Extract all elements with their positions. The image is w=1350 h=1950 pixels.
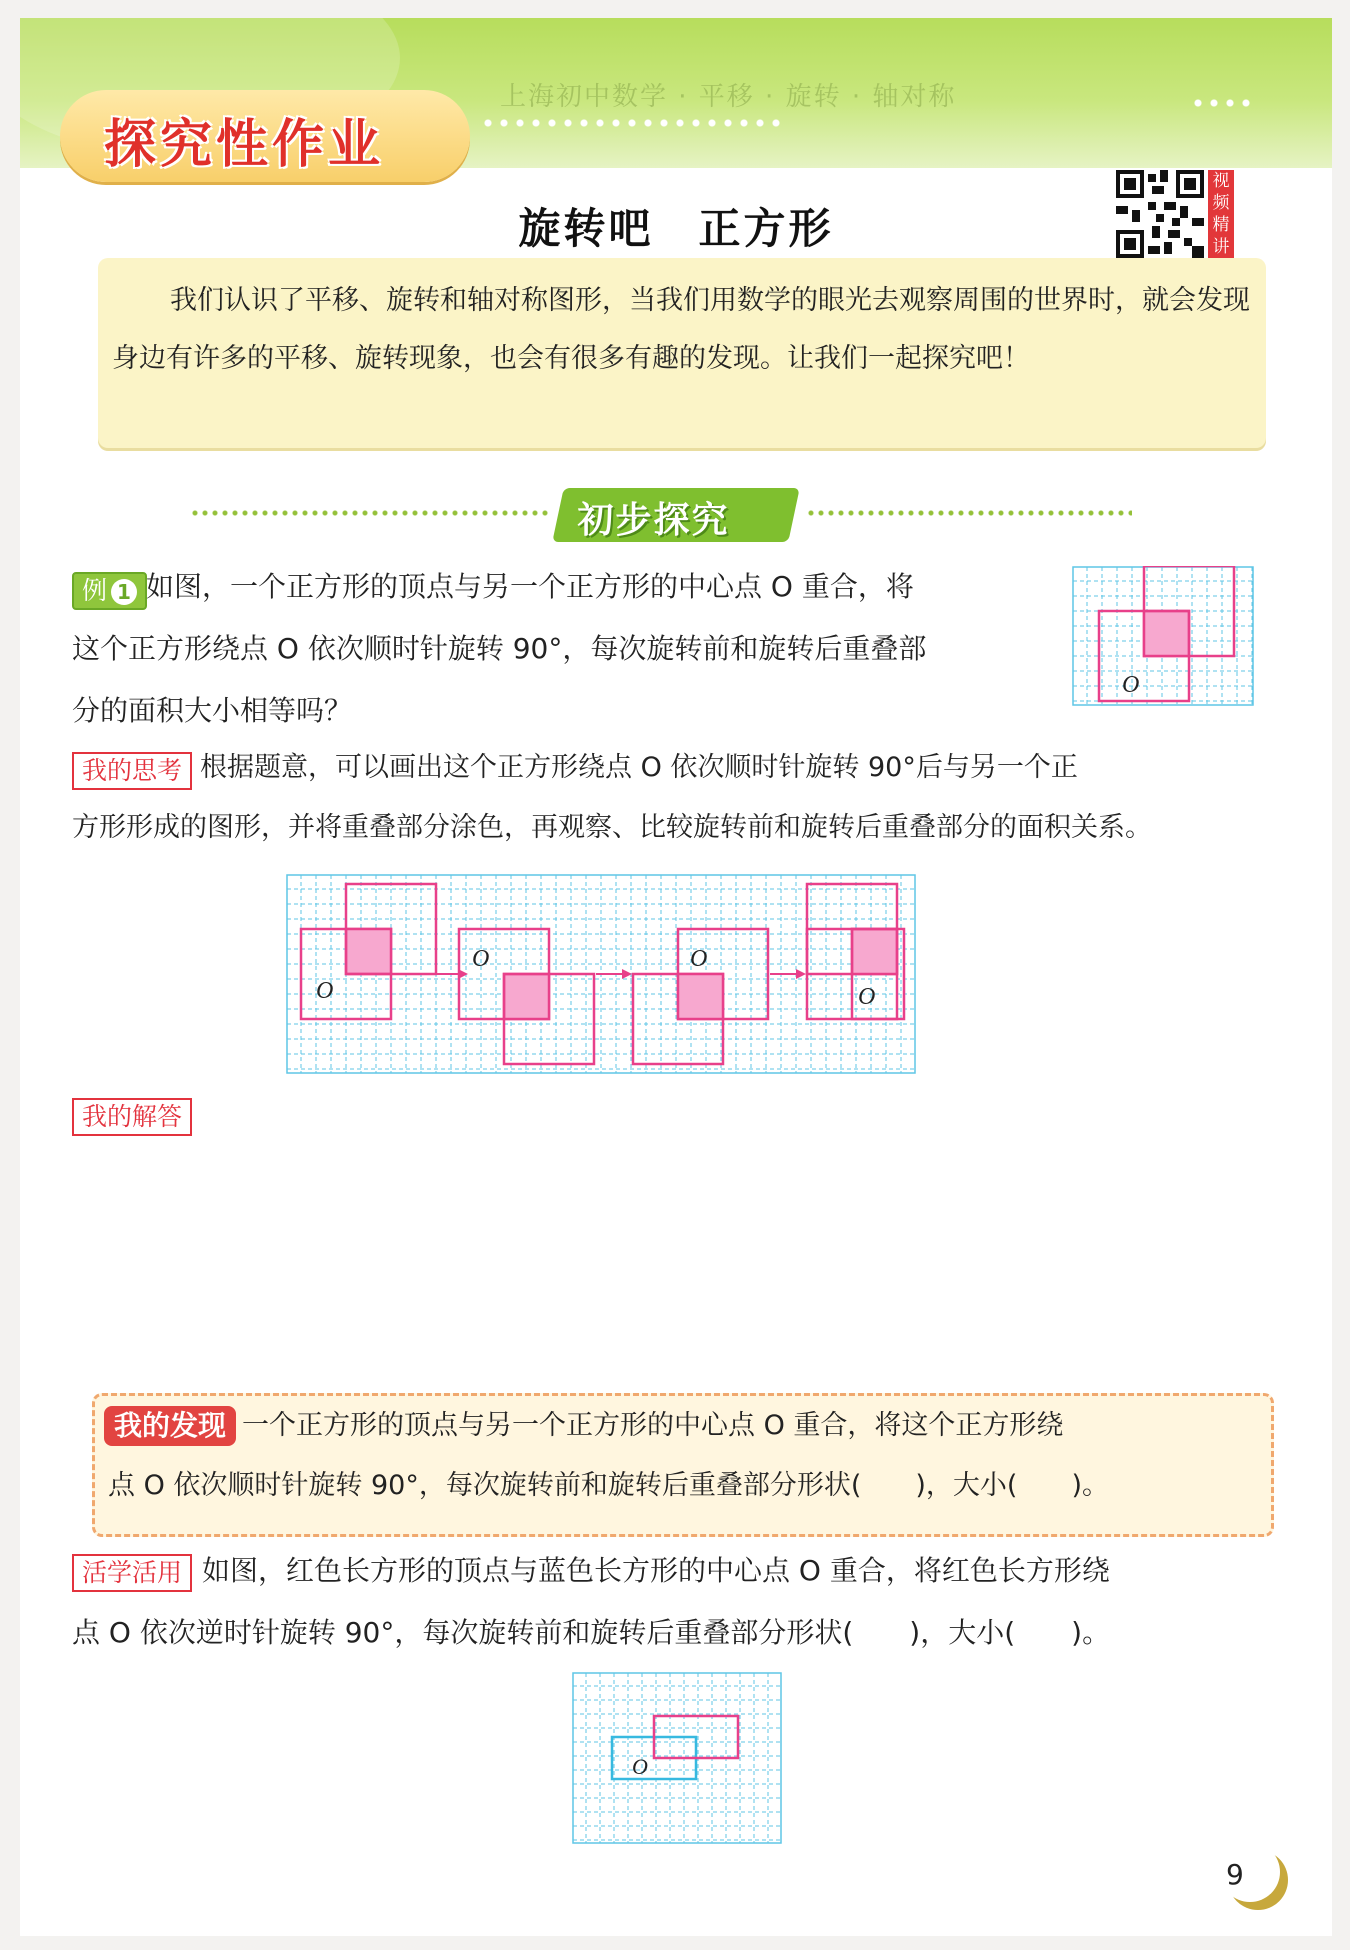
example-number: 1: [111, 579, 137, 605]
dotted-decoration-right: [1190, 98, 1250, 108]
page-number: 9: [1226, 1858, 1244, 1891]
point-o-label-3: O: [690, 946, 708, 972]
example-line-1: 如图，一个正方形的顶点与另一个正方形的中心点 O 重合，将: [146, 570, 914, 603]
practice-line-2: 点 O 依次逆时针旋转 90°，每次旋转前和旋转后重叠部分形状( )，大小( )。: [72, 1616, 1111, 1649]
answer-space[interactable]: [72, 1148, 1272, 1368]
example-figure: [1072, 566, 1254, 706]
practice-tag: 活学活用: [72, 1554, 192, 1592]
qr-label: 视频精讲: [1208, 170, 1234, 258]
dotted-decoration: [480, 118, 780, 128]
subsection-banner: [552, 488, 799, 542]
example-line-3: 分的面积大小相等吗？: [72, 694, 353, 727]
section-banner: [60, 90, 470, 182]
thinking-tag: 我的思考: [72, 752, 192, 790]
practice-line-1: 如图，红色长方形的顶点与蓝色长方形的中心点 O 重合，将红色长方形绕: [202, 1554, 1110, 1587]
intro-text: 我们认识了平移、旋转和轴对称图形，当我们用数学的眼光去观察周围的世界时，就会发现身边有许多的平移、旋转现象，也会有很多有趣的发现。让我们一起探究吧！: [112, 285, 1250, 374]
overlap-region-1: [346, 929, 391, 974]
overlap-region: [1144, 611, 1189, 656]
arrow-3-head: [796, 969, 806, 979]
subsection-divider-left: [190, 510, 550, 516]
workbook-page: [20, 18, 1332, 1936]
point-o-label-4: O: [858, 984, 876, 1010]
discovery-line-2: 点 O 依次顺时针旋转 90°，每次旋转前和旋转后重叠部分形状( )，大小( )。: [108, 1470, 1109, 1501]
subsection-label: 初步探究: [577, 500, 730, 541]
thinking-line-2: 方形形成的图形，并将重叠部分涂色，再观察、比较旋转前和旋转后重叠部分的面积关系。: [72, 812, 1152, 843]
point-o-label-2: O: [472, 946, 490, 972]
intro-box: [98, 258, 1266, 448]
rotation-sequence-figure: [286, 874, 916, 1074]
discovery-tag: 我的发现: [104, 1406, 236, 1446]
header-faded-text: 上海初中数学 · 平移 · 旋转 · 轴对称: [500, 82, 957, 112]
section-label: 探究性作业: [104, 115, 385, 175]
example-tag: [72, 572, 147, 610]
overlap-region-4: [852, 929, 897, 974]
example-line-2: 这个正方形绕点 O 依次顺时针旋转 90°，每次旋转前和旋转后重叠部: [72, 632, 927, 665]
thinking-line-1: 根据题意，可以画出这个正方形绕点 O 依次顺时针旋转 90°后与另一个正: [200, 752, 1078, 783]
example-tag-label: 例: [82, 576, 108, 605]
qr-code-icon[interactable]: [1116, 170, 1204, 258]
point-o-label: O: [632, 1754, 648, 1779]
point-o-label-1: O: [316, 978, 334, 1004]
discovery-line-1: 一个正方形的顶点与另一个正方形的中心点 O 重合，将这个正方形绕: [242, 1410, 1064, 1441]
subsection-divider-right: [806, 510, 1132, 516]
answer-tag: 我的解答: [72, 1098, 192, 1136]
overlap-region-3: [678, 974, 723, 1019]
overlap-region-2: [504, 974, 549, 1019]
arrow-2-head: [622, 969, 632, 979]
practice-figure: [572, 1672, 782, 1844]
page-title: 旋转吧 正方形: [518, 204, 834, 253]
point-o-label: O: [1122, 672, 1140, 698]
